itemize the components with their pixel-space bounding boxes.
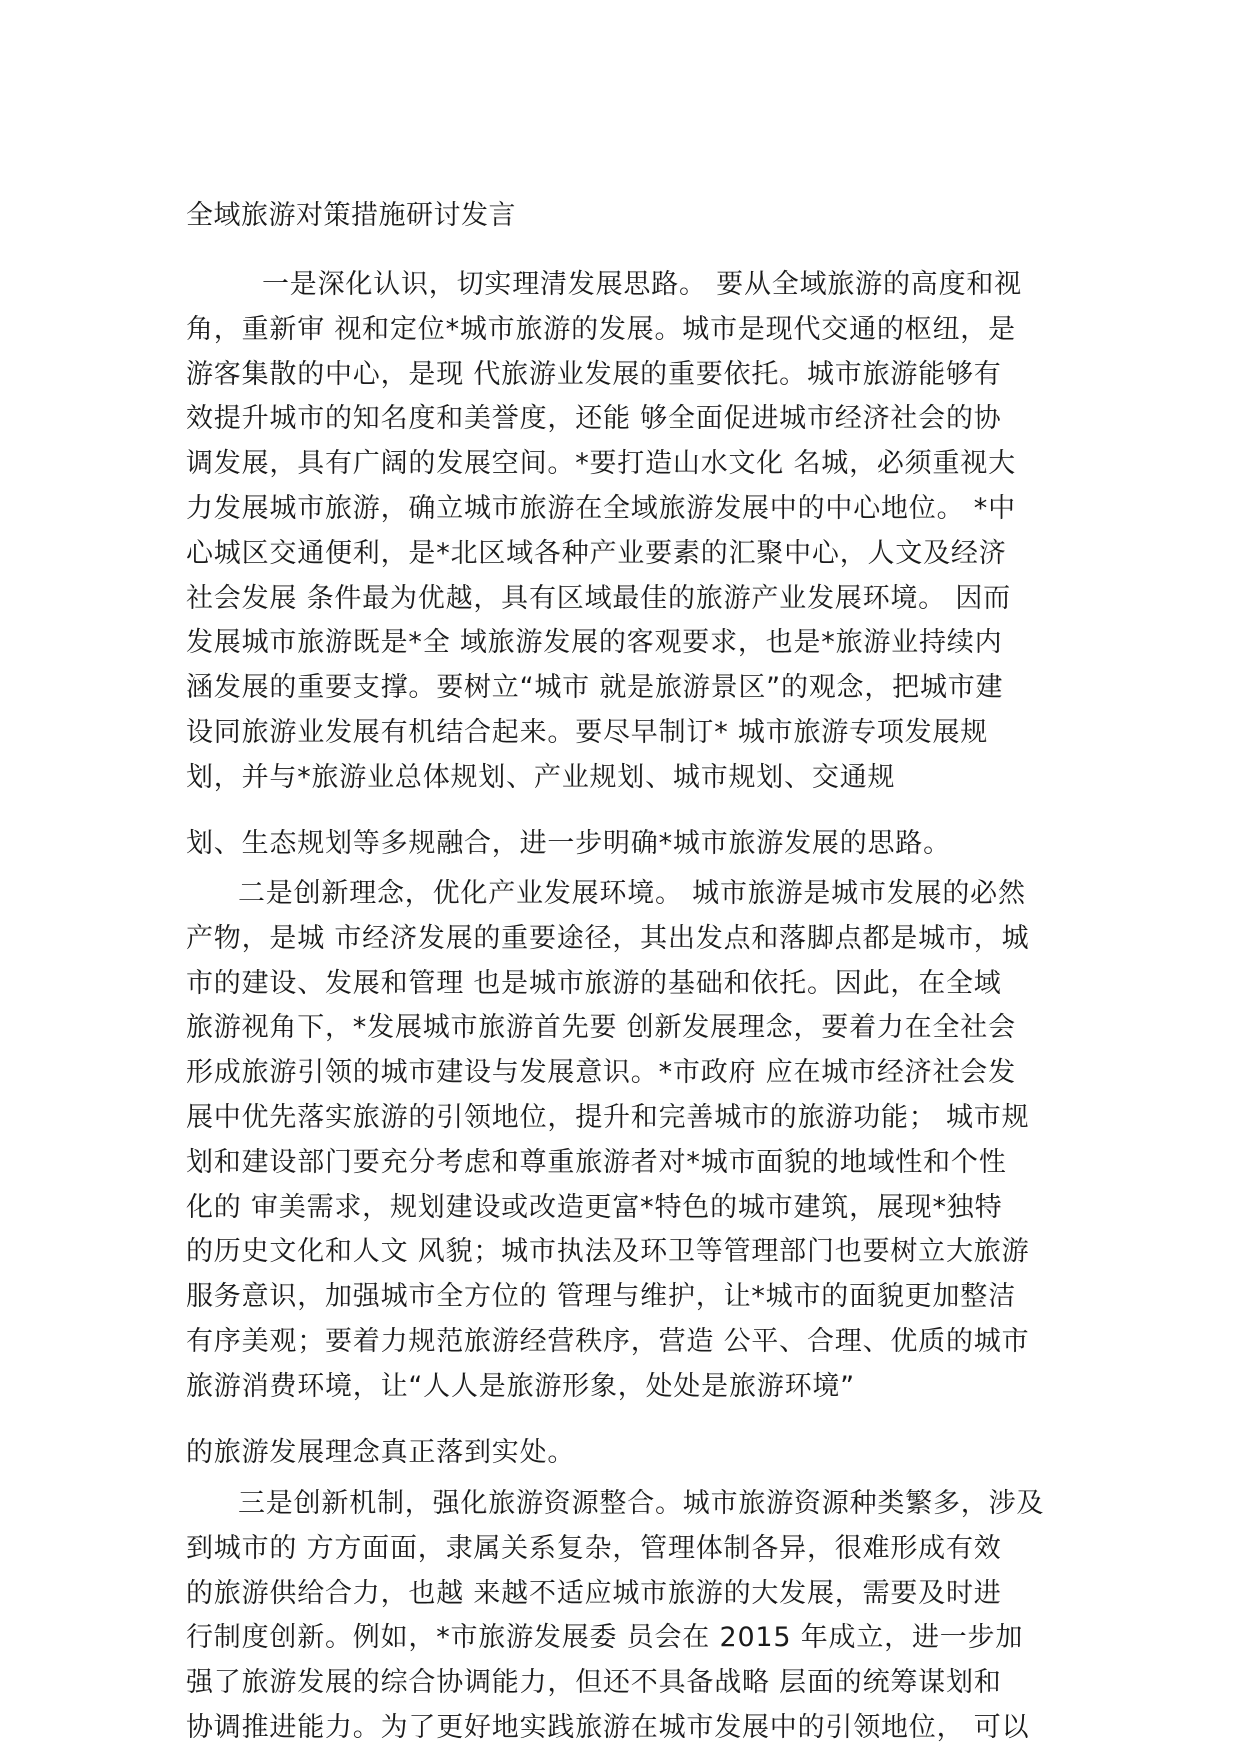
text-line: 调发展，具有广阔的发展空间。*要打造山水文化 名城，必须重视大 xyxy=(186,448,1016,480)
document-title: 全域旅游对策措施研讨发言 xyxy=(186,200,516,231)
text-line: 涵发展的重要支撑。要树立“城市 就是旅游景区”的观念，把城市建 xyxy=(186,672,1004,704)
paragraph-deepen-understanding xyxy=(186,263,1066,801)
text-line: 形成旅游引领的城市建设与发展意识。*市政府 应在城市经济社会发 xyxy=(186,1057,1016,1089)
text-line: 社会发展 条件最为优越，具有区域最佳的旅游产业发展环境。 因而 xyxy=(186,582,1011,614)
text-line: 的历史文化和人文 风貌；城市执法及环卫等管理部门也要树立大旅游 xyxy=(186,1236,1030,1268)
text-line: 强了旅游发展的综合协调能力，但还不具备战略 层面的统筹谋划和 xyxy=(186,1667,1002,1699)
text-line: 角，重新审 视和定位*城市旅游的发展。城市是现代交通的枢纽，是 xyxy=(186,313,1016,345)
text-line: 产物，是城 市经济发展的重要途径，其出发点和落脚点都是城市，城 xyxy=(186,922,1030,954)
text-line: 化的 审美需求，规划建设或改造更富*特色的城市建筑，展现*独特 xyxy=(186,1191,1003,1223)
text-line: 心城区交通便利，是*北区域各种产业要素的汇聚中心，人文及经济 xyxy=(186,537,1007,569)
text-line: 市的建设、发展和管理 也是城市旅游的基础和依托。因此，在全域 xyxy=(186,967,1002,999)
paragraph-deepen-understanding-continued xyxy=(186,822,1066,867)
paragraph-innovate-concepts-continued xyxy=(186,1431,1066,1476)
text-line: 的旅游发展理念真正落到实处。 xyxy=(186,1437,576,1468)
text-line: 设同旅游业发展有机结合起来。要尽早制订* 城市旅游专项发展规 xyxy=(186,716,989,748)
text-line: 服务意识，加强城市全方位的 管理与维护，让*城市的面貌更加整洁 xyxy=(186,1281,1016,1313)
text-line: 展中优先落实旅游的引领地位，提升和完善城市的旅游功能； 城市规 xyxy=(186,1101,1030,1133)
text-line: 游客集散的中心，是现 代旅游业发展的重要依托。城市旅游能够有 xyxy=(186,358,1002,390)
text-line: 三是创新机制，强化旅游资源整合。城市旅游资源种类繁多，涉及 xyxy=(238,1488,1045,1519)
text-line: 划，并与*旅游业总体规划、产业规划、城市规划、交通规 xyxy=(186,761,896,793)
text-line: 有序美观；要着力规范旅游经营秩序，营造 公平、合理、优质的城市 xyxy=(186,1325,1030,1357)
text-line: 力发展城市旅游，确立城市旅游在全域旅游发展中的中心地位。 *中 xyxy=(186,492,1016,524)
text-line: 划、生态规划等多规融合，进一步明确*城市旅游发展的思路。 xyxy=(186,828,951,859)
text-line: 二是创新理念，优化产业发展环境。 城市旅游是城市发展的必然 xyxy=(238,878,1026,909)
text-line: 的旅游供给合力，也越 来越不适应城市旅游的大发展，需要及时进 xyxy=(186,1577,1002,1609)
text-line: 协调推进能力。为了更好地实践旅游在城市发展中的引领地位， 可以 xyxy=(186,1711,1030,1743)
paragraph-innovate-mechanisms xyxy=(186,1482,1066,1751)
text-line: 旅游视角下，*发展城市旅游首先要 创新发展理念，要着力在全社会 xyxy=(186,1012,1016,1044)
text-line: 发展城市旅游既是*全 域旅游发展的客观要求，也是*旅游业持续内 xyxy=(186,627,1003,659)
text-line: 一是深化认识，切实理清发展思路。 要从全域旅游的高度和视 xyxy=(262,269,1022,300)
text-line: 划和建设部门要充分考虑和尊重旅游者对*城市面貌的地域性和个性 xyxy=(186,1146,1007,1178)
paragraph-innovate-concepts xyxy=(186,872,1066,1410)
text-line: 到城市的 方方面面，隶属关系复杂，管理体制各异，很难形成有效 xyxy=(186,1532,1002,1564)
text-line: 行制度创新。例如，*市旅游发展委 员会在 2015 年成立，进一步加 xyxy=(186,1622,1024,1654)
text-line: 效提升城市的知名度和美誉度，还能 够全面促进城市经济社会的协 xyxy=(186,403,1002,435)
text-line: 旅游消费环境，让“人人是旅游形象，处处是旅游环境” xyxy=(186,1370,855,1402)
